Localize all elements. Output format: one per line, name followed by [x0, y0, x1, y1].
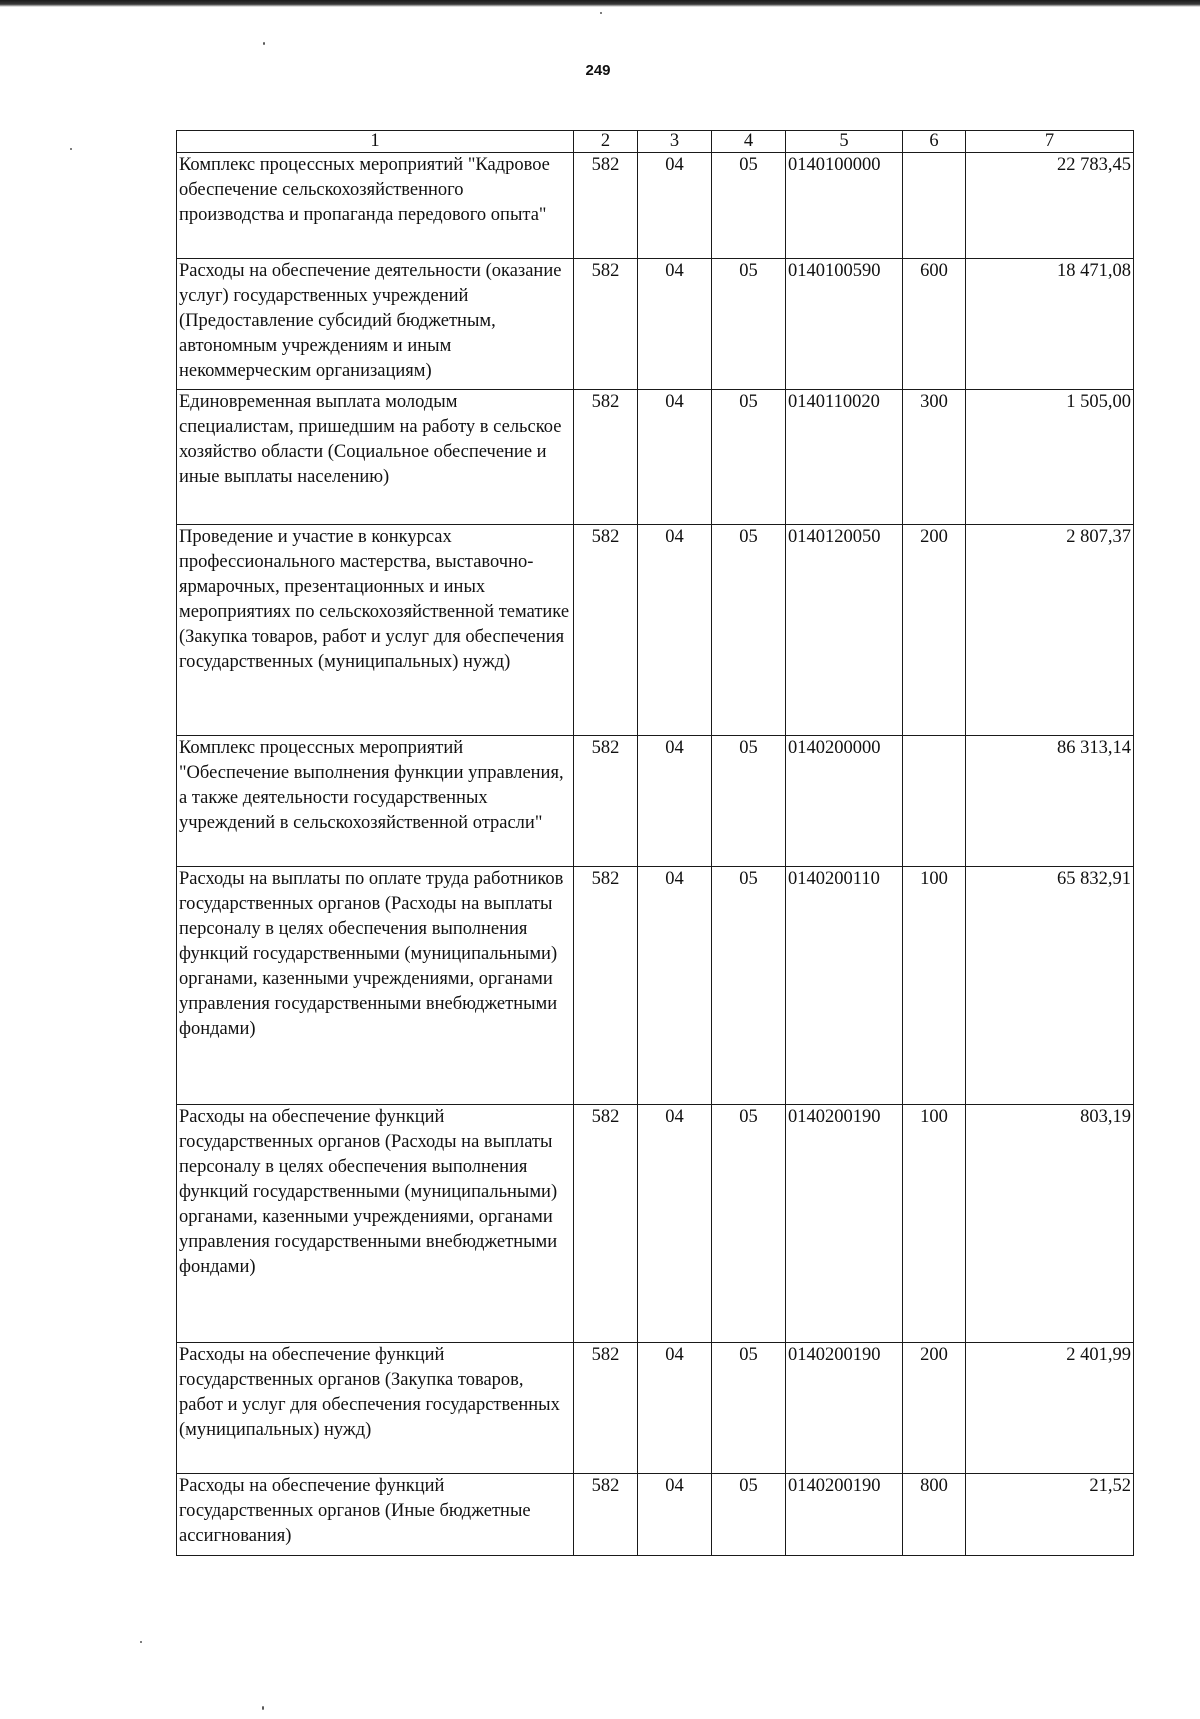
row-pr: 05 [712, 525, 786, 736]
table-row [177, 390, 1134, 525]
table-row [177, 867, 1134, 1105]
row-ved: 582 [574, 1474, 638, 1556]
col-header-7: 7 [966, 131, 1134, 153]
row-csr: 0140120050 [786, 525, 903, 736]
row-rz: 04 [638, 259, 712, 390]
col-header-2: 2 [574, 131, 638, 153]
row-vr: 100 [903, 1105, 966, 1343]
budget-table [176, 130, 1134, 1556]
scan-speck [70, 148, 72, 150]
row-rz: 04 [638, 525, 712, 736]
scan-speck [600, 12, 602, 14]
row-vr: 600 [903, 259, 966, 390]
row-rz: 04 [638, 153, 712, 259]
row-amount: 65 832,91 [966, 867, 1134, 1105]
row-name: Расходы на обеспечение функций государственных органов (Закупка товаров, работ и услуг для обеспечения государственных (муниципальных) нужд) [177, 1343, 574, 1474]
row-ved: 582 [574, 259, 638, 390]
row-amount: 18 471,08 [966, 259, 1134, 390]
row-amount: 803,19 [966, 1105, 1134, 1343]
table-row [177, 1105, 1134, 1343]
row-name: Расходы на выплаты по оплате труда работников государственных органов (Расходы на выплаты персоналу в целях обеспечения выполнения функций государственными (муниципальными) органами, казенными учреждениями, органами управления государственными внебюджетными фондами) [177, 867, 574, 1105]
row-rz: 04 [638, 1105, 712, 1343]
row-pr: 05 [712, 153, 786, 259]
row-pr: 05 [712, 1474, 786, 1556]
col-header-1: 1 [177, 131, 574, 153]
row-name: Расходы на обеспечение функций государственных органов (Иные бюджетные ассигнования) [177, 1474, 574, 1556]
table-row [177, 153, 1134, 259]
row-vr [903, 153, 966, 259]
table-row [177, 525, 1134, 736]
row-amount: 2 807,37 [966, 525, 1134, 736]
col-header-5: 5 [786, 131, 903, 153]
row-csr: 0140200190 [786, 1343, 903, 1474]
row-name: Расходы на обеспечение деятельности (оказание услуг) государственных учреждений (Предоставление субсидий бюджетным, автономным учреждениям и иным некоммерческим организациям) [177, 259, 574, 390]
row-vr: 300 [903, 390, 966, 525]
row-rz: 04 [638, 867, 712, 1105]
table-row [177, 736, 1134, 867]
row-csr: 0140110020 [786, 390, 903, 525]
table-row [177, 1474, 1134, 1556]
table-row [177, 1343, 1134, 1474]
row-csr: 0140100000 [786, 153, 903, 259]
row-ved: 582 [574, 153, 638, 259]
row-vr: 100 [903, 867, 966, 1105]
col-header-4: 4 [712, 131, 786, 153]
scan-top-edge [0, 0, 1200, 7]
row-csr: 0140100590 [786, 259, 903, 390]
row-pr: 05 [712, 390, 786, 525]
row-rz: 04 [638, 1474, 712, 1556]
row-name: Расходы на обеспечение функций государственных органов (Расходы на выплаты персоналу в целях обеспечения выполнения функций государственными (муниципальными) органами, казенными учреждениями, органами управления государственными внебюджетными фондами) [177, 1105, 574, 1343]
row-pr: 05 [712, 867, 786, 1105]
row-vr [903, 736, 966, 867]
row-pr: 05 [712, 1105, 786, 1343]
col-header-3: 3 [638, 131, 712, 153]
row-csr: 0140200000 [786, 736, 903, 867]
row-ved: 582 [574, 525, 638, 736]
scan-speck [263, 42, 265, 45]
scan-speck [140, 1641, 142, 1643]
row-ved: 582 [574, 736, 638, 867]
row-ved: 582 [574, 1105, 638, 1343]
row-vr: 200 [903, 1343, 966, 1474]
row-vr: 200 [903, 525, 966, 736]
row-csr: 0140200190 [786, 1105, 903, 1343]
col-header-6: 6 [903, 131, 966, 153]
table-row [177, 259, 1134, 390]
row-ved: 582 [574, 390, 638, 525]
header-row [177, 131, 1134, 153]
row-ved: 582 [574, 1343, 638, 1474]
row-name: Единовременная выплата молодым специалистам, пришедшим на работу в сельское хозяйство области (Социальное обеспечение и иные выплаты населению) [177, 390, 574, 525]
row-amount: 1 505,00 [966, 390, 1134, 525]
row-name: Проведение и участие в конкурсах профессионального мастерства, выставочно-ярмарочных, презентационных и иных мероприятиях по сельскохозяйственной тематике (Закупка товаров, работ и услуг для обеспечения государственных (муниципальных) нужд) [177, 525, 574, 736]
scan-speck [262, 1706, 264, 1710]
row-name: Комплекс процессных мероприятий "Кадровое обеспечение сельскохозяйственного производства и пропаганда передового опыта" [177, 153, 574, 259]
row-amount: 22 783,45 [966, 153, 1134, 259]
row-ved: 582 [574, 867, 638, 1105]
row-rz: 04 [638, 736, 712, 867]
page-number: 249 [585, 62, 611, 79]
row-rz: 04 [638, 390, 712, 525]
row-name: Комплекс процессных мероприятий "Обеспечение выполнения функции управления, а также деятельности государственных учреждений в сельскохозяйственной отрасли" [177, 736, 574, 867]
row-csr: 0140200190 [786, 1474, 903, 1556]
row-pr: 05 [712, 259, 786, 390]
row-vr: 800 [903, 1474, 966, 1556]
row-csr: 0140200110 [786, 867, 903, 1105]
row-amount: 21,52 [966, 1474, 1134, 1556]
row-rz: 04 [638, 1343, 712, 1474]
row-pr: 05 [712, 736, 786, 867]
row-amount: 2 401,99 [966, 1343, 1134, 1474]
row-pr: 05 [712, 1343, 786, 1474]
row-amount: 86 313,14 [966, 736, 1134, 867]
